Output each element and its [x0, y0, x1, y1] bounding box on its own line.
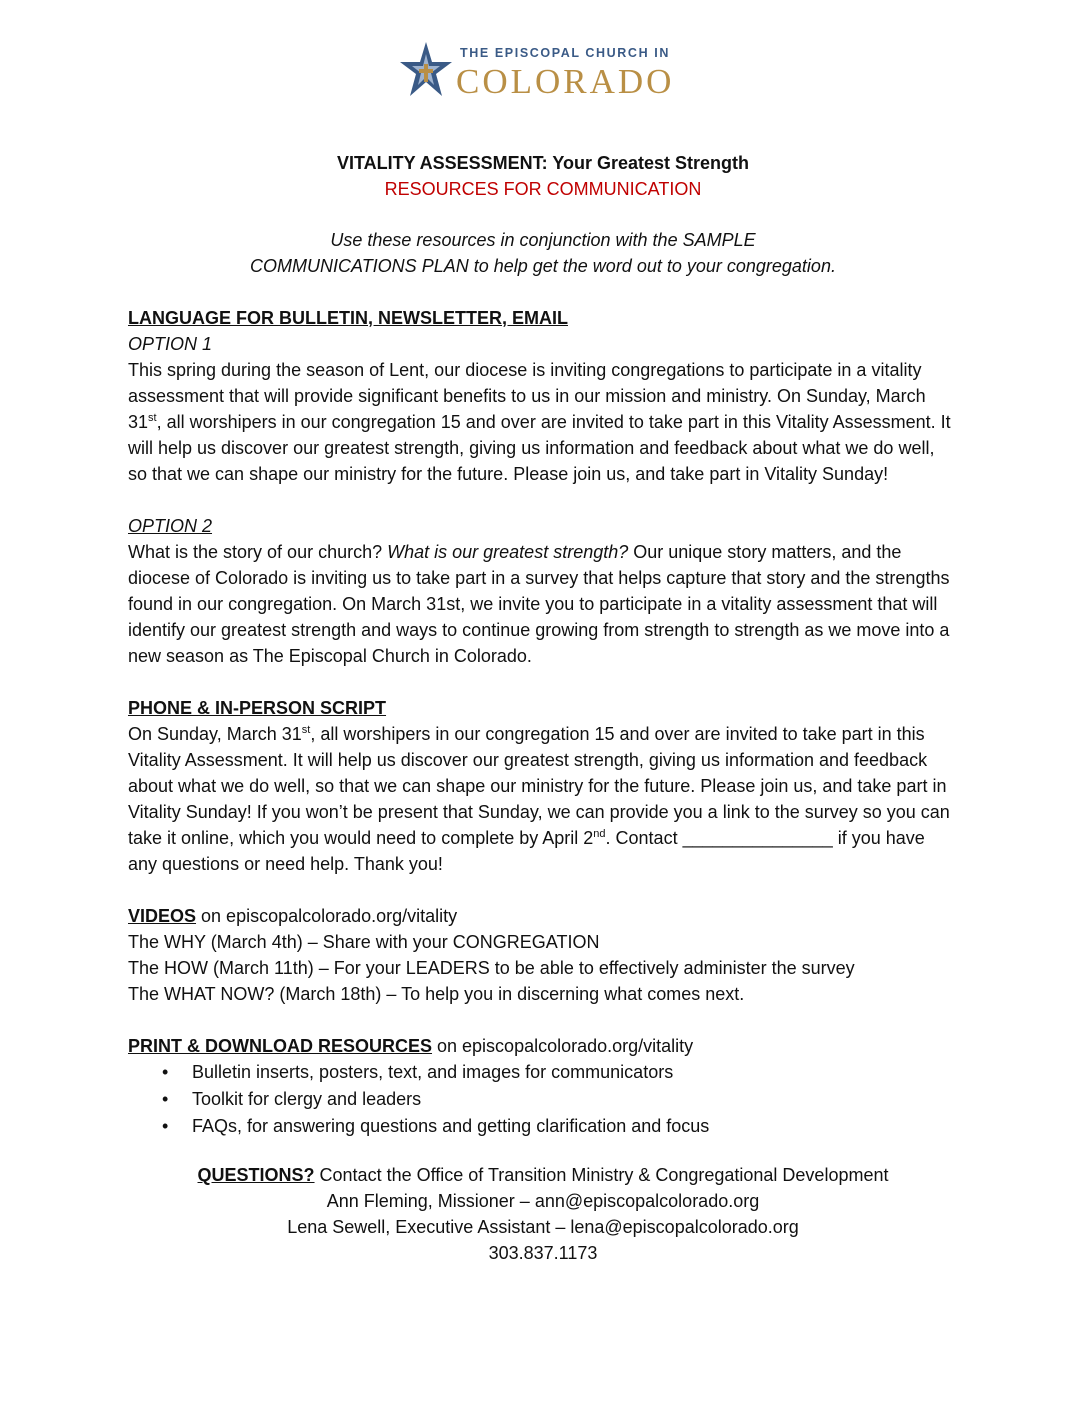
contact-phone: 303.837.1173: [488, 1243, 598, 1263]
phone-text-b: , all worshipers in our congregation 15 and over are invited to take part in this Vitality Assessment. It will help us discover our greatest strength, giving us information and feedback about what we do well, so that we can shape our ministry for the future. Please join us, and take part in Vitality Sunday! If you won’t be present that Sunday, we can provide you a link to the survey so you can take it online, which you would need to complete by April 2: [128, 724, 950, 848]
phone-sup-1: st: [301, 724, 311, 736]
contact-line-lena: Lena Sewell, Executive Assistant – lena@episcopalcolorado.org: [287, 1217, 799, 1237]
intro-text: [128, 227, 958, 279]
print-heading-link[interactable]: on episcopalcolorado.org/vitality: [432, 1036, 694, 1056]
star-flower-icon: [398, 40, 454, 106]
video-item-how: The HOW (March 11th) – For your LEADERS to be able to effectively administer the survey: [128, 958, 855, 978]
videos-heading-link[interactable]: on episcopalcolorado.org/vitality: [196, 906, 458, 926]
logo-top-text: THE EPISCOPAL CHURCH IN: [460, 46, 670, 60]
option-2-italic: What is our greatest strength?: [387, 542, 629, 562]
videos-section: [128, 903, 958, 1007]
phone-section: [128, 695, 958, 877]
contact-line-1: [128, 1162, 958, 1188]
option-1-text-a: This spring during the season of Lent, our diocese is inviting congregations to participate in a vitality assessment that will provide significant benefits to us in our mission and ministry. On Sunday, March 31: [128, 360, 926, 432]
option-1-text-b: , all worshipers in our congregation 15 and over are invited to take part in this Vitality Assessment. It will help us discover our greatest strength, giving us information and feedback about what we do well, so that we can shape our ministry for the future. Please join us, and take part in Vitality Sunday!: [128, 412, 951, 484]
print-heading: PRINT & DOWNLOAD RESOURCES: [128, 1036, 433, 1056]
print-section: [128, 1033, 958, 1140]
video-item-what-now: The WHAT NOW? (March 18th) – To help you in discerning what comes next.: [128, 984, 745, 1004]
option-2-text-b: Our unique story matters, and the diocese of Colorado is inviting us to take part in a survey that helps capture that story and the strengths found in our congregation. On March 31st, we invite you to participate in a vitality assessment that will identify our greatest strength and ways to continue growing from strength to strength as we move into a new season as The Episcopal Church in Colorado.: [128, 542, 950, 666]
videos-heading: VIDEOS: [128, 906, 197, 926]
diocese-logo: [398, 38, 698, 108]
option-2-label: OPTION 2: [128, 516, 213, 536]
questions-label: QUESTIONS?: [197, 1165, 315, 1185]
page-title: VITALITY ASSESSMENT: Your Greatest Strength: [336, 153, 750, 173]
logo-main-text: COLORADO: [456, 62, 675, 101]
phone-heading: PHONE & IN-PERSON SCRIPT: [128, 698, 387, 718]
phone-sup-2: nd: [593, 828, 606, 840]
video-item-why: The WHY (March 4th) – Share with your CONGREGATION: [128, 932, 600, 952]
print-heading-line: [128, 1033, 958, 1059]
option-1-text: [128, 357, 958, 487]
intro-line-2: COMMUNICATIONS PLAN to help get the word out to your congregation.: [250, 256, 836, 276]
contact-section: [128, 1162, 958, 1266]
list-item: • FAQs, for answering questions and getting clarification and focus: [192, 1113, 958, 1140]
contact-line-ann: Ann Fleming, Missioner – ann@episcopalcolorado.org: [326, 1191, 760, 1211]
bulletin-heading: LANGUAGE FOR BULLETIN, NEWSLETTER, EMAIL: [128, 308, 568, 328]
option-2-text: [128, 539, 958, 669]
option-1-label: OPTION 1: [128, 334, 213, 354]
phone-text: [128, 721, 958, 877]
videos-heading-line: [128, 903, 958, 929]
page-subtitle: RESOURCES FOR COMMUNICATION: [384, 179, 702, 199]
option-2-text-a: What is the story of our church?: [128, 542, 388, 562]
list-item: • Toolkit for clergy and leaders: [192, 1086, 958, 1113]
intro-line-1: Use these resources in conjunction with the SAMPLE: [330, 230, 756, 250]
phone-text-c: . Contact _______________ if you have any questions or need help. Thank you!: [128, 828, 925, 874]
list-item: • Bulletin inserts, posters, text, and images for communicators: [192, 1059, 958, 1086]
phone-text-a: On Sunday, March 31: [128, 724, 302, 744]
print-resource-list: [128, 1059, 958, 1140]
contact-office: Contact the Office of Transition Ministry & Congregational Development: [314, 1165, 889, 1185]
bulletin-section: [128, 305, 958, 669]
document-body: [128, 150, 958, 1266]
option-1-sup: st: [148, 412, 157, 424]
